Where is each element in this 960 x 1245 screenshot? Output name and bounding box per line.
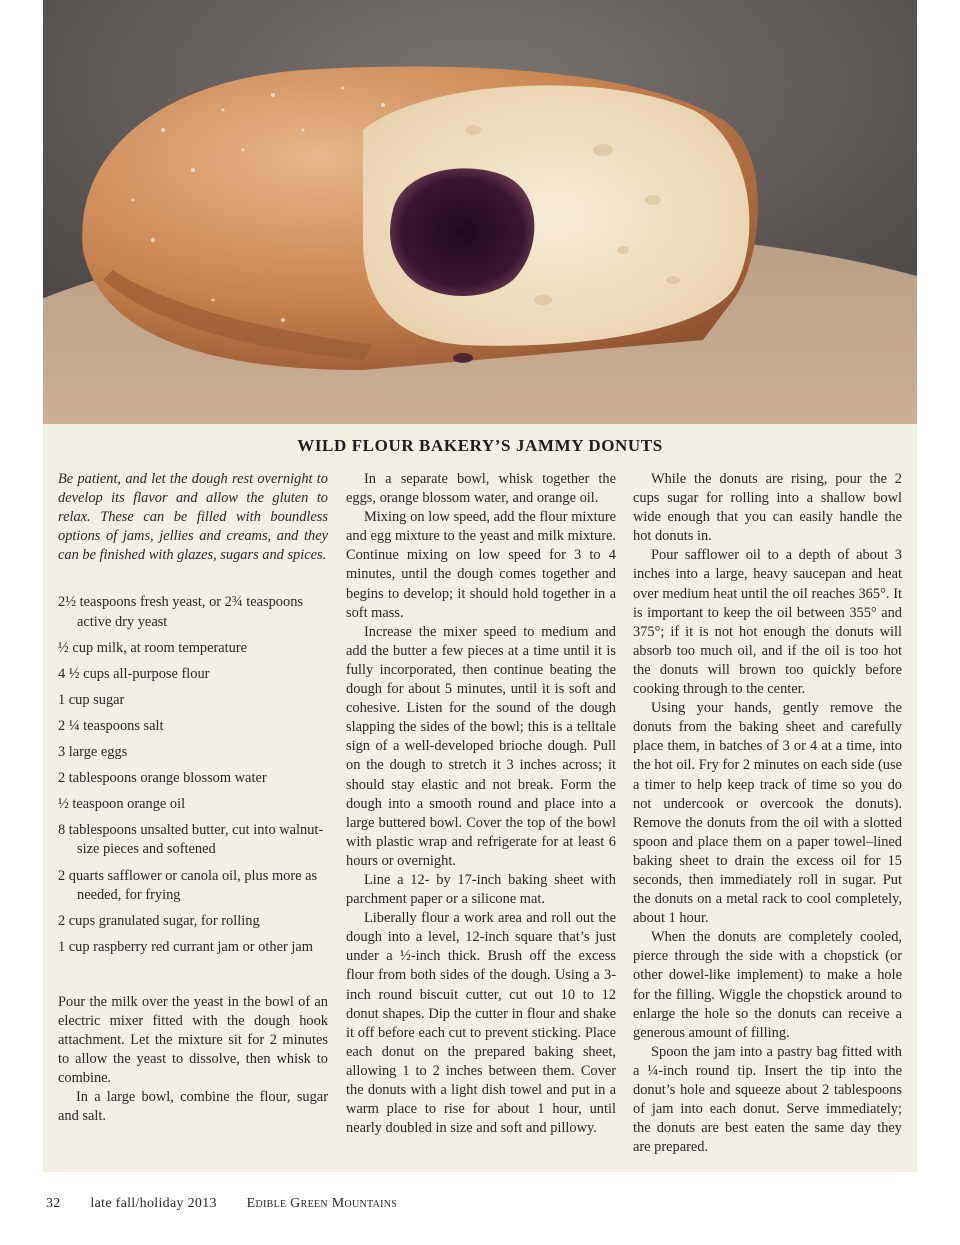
column-2 (346, 470, 616, 1138)
ingredient-item: 2 cups granulated sugar, for rolling (58, 912, 260, 929)
instruction-paragraph: Liberally flour a work area and roll out the dough into a level, 12-inch square that’s just under a ½-inch thick. Brush off the excess flour from both sides of the dough. Using a 3-inch round biscuit cutter, cut out 10 to 12 donut shapes. Dip the cutter in flour and shake it off before each cut to prevent sticking. Place each donut on the prepared baking sheet, allowing 1 to 2 inches between them. Cover the donuts with a light dish towel and put in a warm place to rise for about 1 hour, until nearly doubled in size and soft and pillowy. (346, 910, 616, 1137)
ingredient-item: 1 cup raspberry red currant jam or other jam (58, 938, 313, 955)
ingredient-item: 8 tablespoons unsalted butter, cut into walnut-size pieces and softened (58, 822, 324, 858)
ingredient-item: ½ cup milk, at room temperature (58, 639, 248, 656)
ingredient-item: 2 tablespoons orange blossom water (58, 770, 267, 787)
ingredient-list (58, 593, 328, 956)
ingredient-item: ½ teaspoon orange oil (58, 796, 186, 813)
instruction-paragraph: Spoon the jam into a pastry bag fitted with a ¼-inch round tip. Insert the tip into the donut’s hole and squeeze about 2 tablespoons of jam into each donut. Serve immediately; the donuts are best eaten the same day they are prepared. (633, 1043, 902, 1156)
instruction-paragraph: Mixing on low speed, add the flour mixture and egg mixture to the yeast and milk mixture. Continue mixing on low speed for 3 to 4 minutes, until the dough comes together and begins to develop; it should hold together in a soft mass. (346, 509, 616, 621)
instruction-paragraph: Using your hands, gently remove the donuts from the baking sheet and carefully place them, in batches of 3 or 4 at a time, into the hot oil. Fry for 2 minutes on each side (use a timer to help keep track of time so you do not undercook or overcook the donuts). Remove the donuts from the oil with a slotted spoon and place them on a paper towel–lined baking sheet to drain the excess oil for 15 seconds, then immediately roll in sugar. Put the donuts on a metal rack to cool completely, about 1 hour. (633, 700, 902, 927)
instruction-paragraph: In a large bowl, combine the flour, sugar and salt. (58, 1089, 328, 1125)
page-footer (46, 1196, 423, 1212)
recipe-title: WILD FLOUR BAKERY’S JAMMY DONUTS (297, 436, 663, 455)
jam-donut-image (43, 0, 917, 424)
instruction-paragraph: In a separate bowl, whisk together the eggs, orange blossom water, and orange oil. (346, 471, 616, 507)
recipe-intro: Be patient, and let the dough rest overnight to develop its flavor and allow the gluten to relax. These can be filled with boundless options of jams, jellies and creams, and they can be finished with glazes, sugars and spices. (58, 471, 328, 564)
issue-label: late fall/holiday 2013 (90, 1196, 217, 1211)
ingredient-item: 1 cup sugar (58, 691, 125, 708)
magazine-name: Edible Green Mountains (246, 1196, 398, 1211)
column-3 (633, 470, 902, 1157)
ingredient-item: 3 large eggs (58, 744, 128, 761)
instruction-paragraph: Increase the mixer speed to medium and add the butter a few pieces at a time until it is fully incorporated, then continue beating the dough for about 5 minutes, until it is soft and cohesive. Listen for the sound of the dough slapping the sides of the bowl; this is a telltale sign of a well-developed brioche dough. Pull on the dough to stretch it 3 inches across; it should stay elastic and not break. Form the dough into a smooth round and place into a large buttered bowl. Cover the top of the bowl with plastic wrap and refrigerate for at least 6 hours or overnight. (346, 623, 616, 869)
ingredient-item: 4 ½ cups all-purpose flour (58, 665, 210, 682)
ingredient-item: 2½ teaspoons fresh yeast, or 2¾ teaspoons active dry yeast (58, 594, 303, 630)
page-number: 32 (46, 1196, 61, 1211)
instruction-paragraph: Pour the milk over the yeast in the bowl of an electric mixer fitted with the dough hook attachment. Let the mixture sit for 2 minutes to allow the yeast to dissolve, then whisk to combine. (58, 993, 328, 1087)
ingredient-item: 2 ¼ teaspoons salt (58, 717, 164, 734)
instruction-paragraph: When the donuts are completely cooled, pierce through the side with a chopstick (or other dowel-like implement) to make a hole for the filling. Wiggle the chopstick around to enlarge the hole so the donuts can receive a generous amount of filling. (633, 929, 902, 1041)
column-1 (58, 470, 328, 1127)
instruction-paragraph: Pour safflower oil to a depth of about 3 inches into a large, heavy saucepan and heat over medium heat until the oil reaches 365°. It is important to keep the oil between 355° and 375°; if it is not hot enough the donuts will absorb too much oil, and if the oil is too hot the donuts will brown too quickly before cooking through to the center. (633, 547, 902, 698)
instruction-paragraph: Line a 12- by 17-inch baking sheet with parchment paper or a silicone mat. (346, 871, 616, 908)
instruction-paragraph: While the donuts are rising, pour the 2 cups sugar for rolling into a shallow bowl wide enough that you can easily handle the hot donuts in. (633, 471, 902, 545)
donut-photo (43, 0, 917, 424)
ingredient-item: 2 quarts safflower or canola oil, plus more as needed, for frying (58, 867, 318, 903)
